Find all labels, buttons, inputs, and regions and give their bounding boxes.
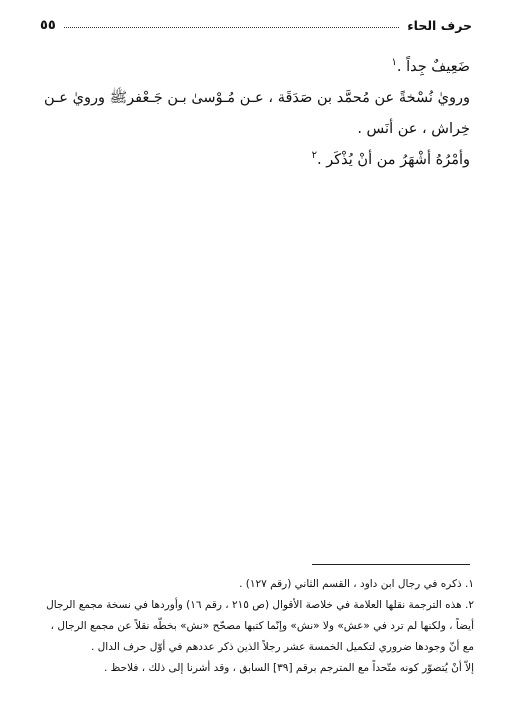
chapter-title: حرف الحاء bbox=[407, 17, 472, 33]
footnote-2-cont-1: أيضاً ، ولكنها لم ترد في «عش» ولا «نش» وإنّما كتبها مصحّح «نش» بخطّه نقلاً عن مجمع الرجال ، bbox=[50, 620, 474, 632]
footnote-2: ٢. هذه الترجمة نقلها العلامة في خلاصة الأقوال (ص ٢١٥ ، رقم ١٦) وأوردها في نسخة مجمع الرجال bbox=[46, 599, 474, 611]
footnote-ref-2: ٢ bbox=[311, 150, 318, 162]
page-number: ٥٥ bbox=[40, 17, 56, 33]
text-line-1: ضَعِيفٌ جِداً . bbox=[396, 59, 470, 75]
text-line bbox=[44, 145, 470, 176]
footnote-2-cont-3: إلاّ أنْ يُتصوّر كونه متّحداً مع المترجم برقم [٣٩] السابق ، وقد أشرنا إلى ذلك ، فلاحظ . bbox=[103, 662, 474, 674]
footnote-ref-1: ١ bbox=[391, 57, 397, 69]
footnotes bbox=[36, 574, 474, 679]
text-line-2: ورويٰ نُسْخةً عن مُحمَّد بن صَدَقَة ، عـن مُـوْسىٰ بـن جَـعْفرﷺ ورويٰ عـن bbox=[44, 90, 470, 106]
header-dotted-leader bbox=[64, 27, 399, 28]
footnote-separator bbox=[312, 564, 470, 565]
text-line-3: خِراش ، عن أنَس . bbox=[357, 121, 470, 137]
text-line bbox=[44, 52, 470, 83]
main-text bbox=[44, 52, 470, 176]
text-line-4: وأمْرُهُ أشْهَرُ من أنْ يُذْكَر . bbox=[317, 152, 470, 168]
footnote-2-cont-2: مع أنّ وجودها ضروري لتكميل الخمسة عشر رجلاً الذين ذكر عددهم في أوّل حرف الدال . bbox=[91, 641, 474, 653]
footnote-1: ١. ذكره في رجال ابن داود ، القسم الثاني (رقم ١٢٧) . bbox=[239, 578, 474, 590]
running-header bbox=[40, 14, 472, 36]
